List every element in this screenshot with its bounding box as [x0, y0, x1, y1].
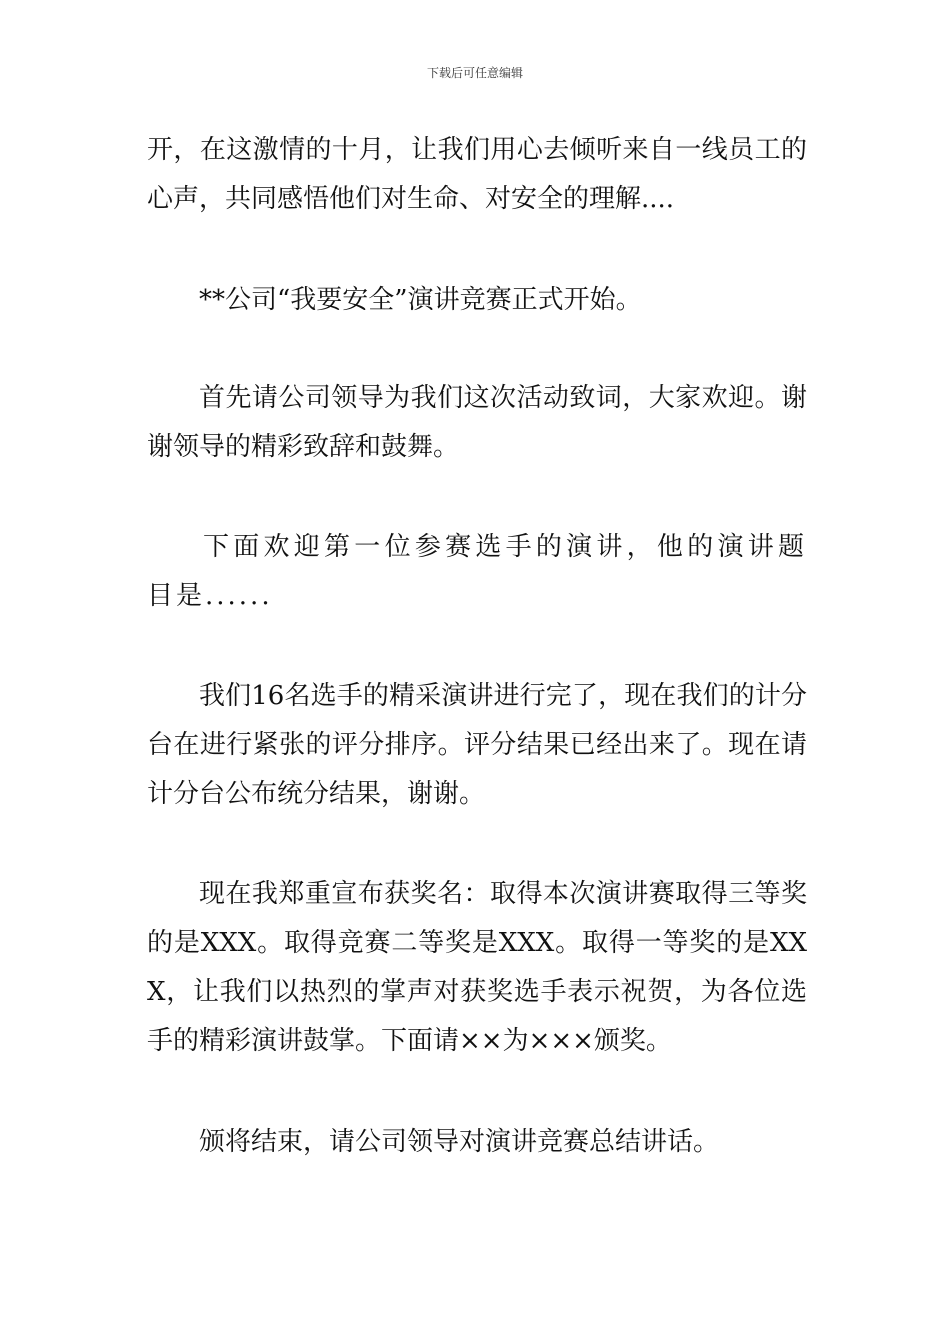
paragraph-text: 下面欢迎第一位参赛选手的演讲，他的演讲题目是...... — [147, 532, 807, 611]
paragraph-first-speaker — [147, 523, 807, 621]
paragraph-text: 开，在这激情的十月，让我们用心去倾听来自一线员工的心声，共同感悟他们对生命、对安全的理解.... — [147, 135, 807, 214]
paragraph-scoring — [147, 672, 807, 819]
paragraph-text: 颁将结束，请公司领导对演讲竞赛总结讲话。 — [199, 1127, 720, 1157]
paragraph-closing — [147, 1118, 807, 1167]
paragraph-opening — [147, 276, 807, 325]
paragraph-text: 现在我郑重宣布获奖名：取得本次演讲赛取得三等奖的是XXX。取得竞赛二等奖是XXX。取得一等奖的是XXX，让我们以热烈的掌声对获奖选手表示祝贺，为各位选手的精彩演讲鼓掌。下面请××为×××颁奖。 — [147, 879, 807, 1056]
page-header: 下载后可任意编辑 — [426, 66, 523, 80]
paragraph-intro-continued — [147, 126, 807, 224]
paragraph-awards — [147, 870, 807, 1066]
paragraph-text: 首先请公司领导为我们这次活动致词，大家欢迎。谢谢领导的精彩致辞和鼓舞。 — [147, 383, 807, 462]
paragraph-text: 我们16名选手的精采演讲进行完了，现在我们的计分台在进行紧张的评分排序。评分结果已经出来了。现在请计分台公布统分结果，谢谢。 — [147, 681, 807, 809]
paragraph-text: **公司“我要安全”演讲竞赛正式开始。 — [199, 285, 642, 315]
paragraph-leader-welcome — [147, 374, 807, 472]
